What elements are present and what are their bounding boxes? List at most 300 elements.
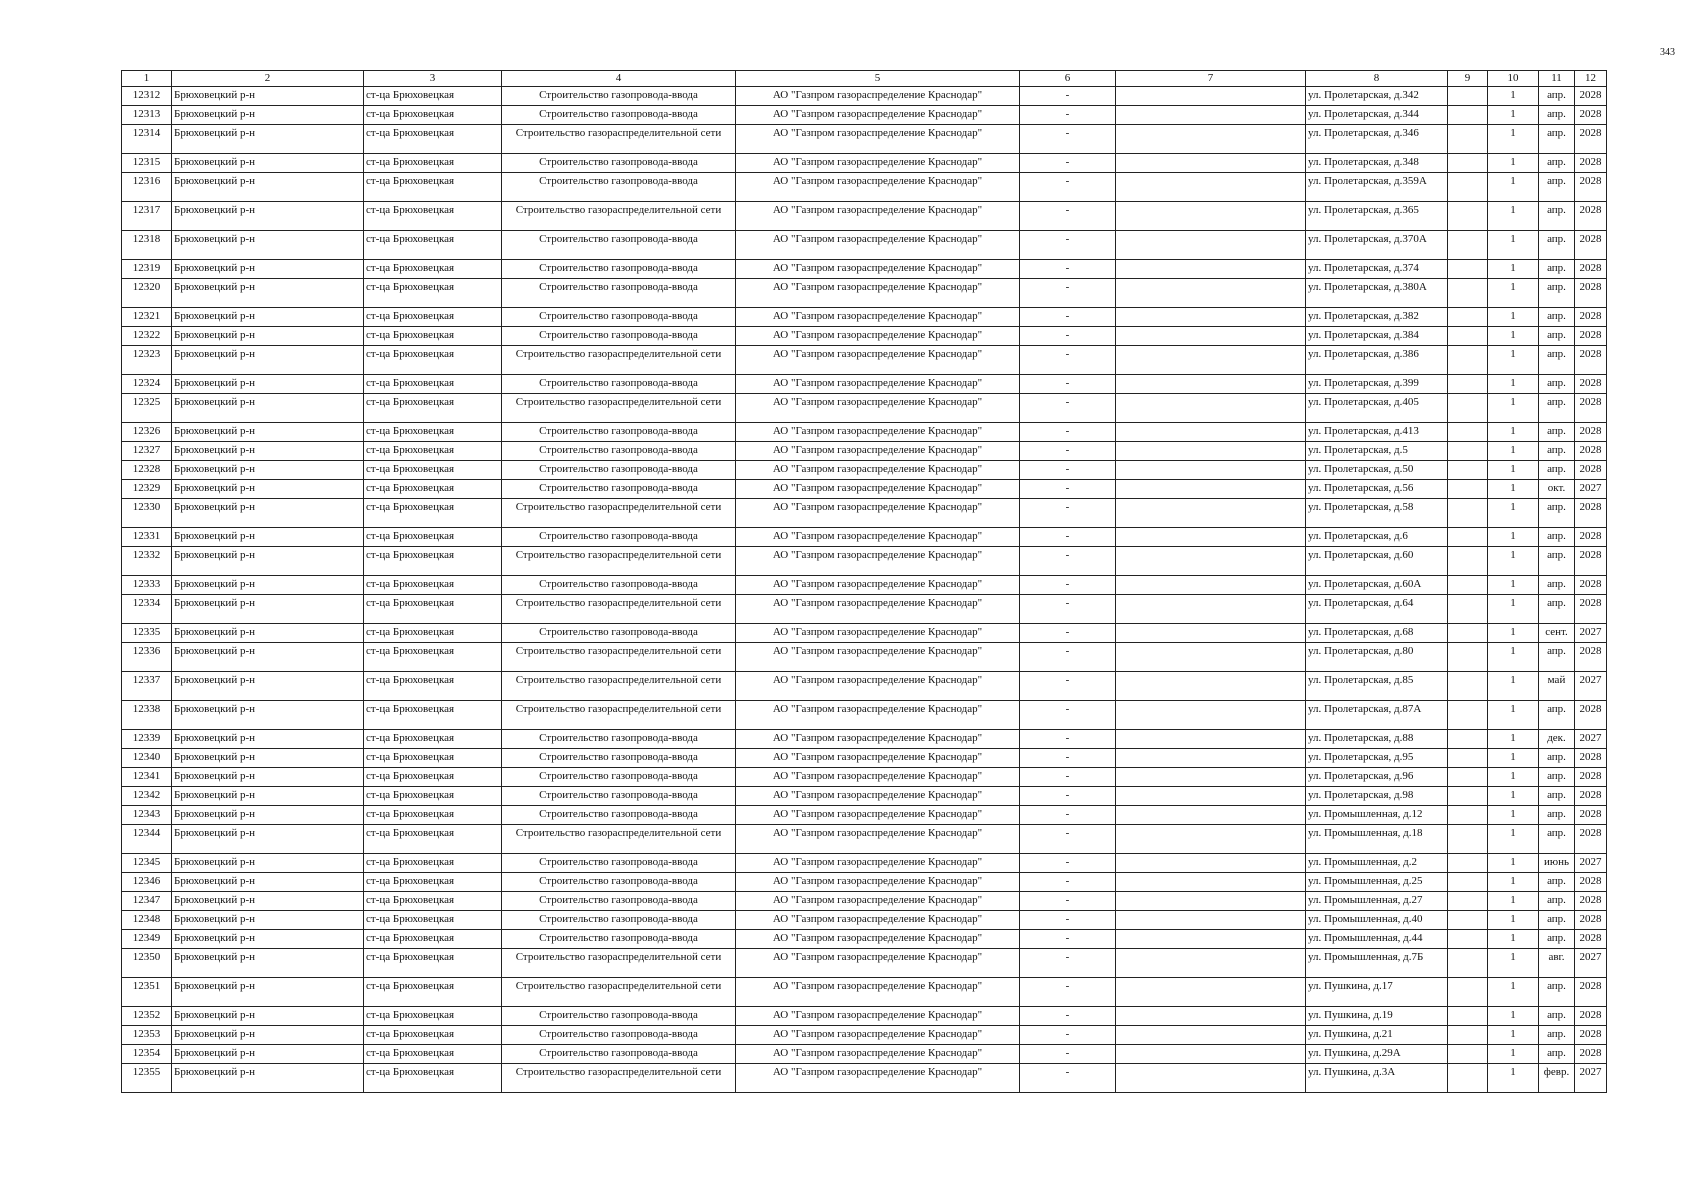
column-7-cell (1116, 375, 1306, 394)
district-cell: Брюховецкий р-н (172, 701, 364, 730)
organization-cell: АО "Газпром газораспределение Краснодар" (736, 768, 1020, 787)
table-row (122, 911, 1607, 930)
year-cell: 2028 (1575, 260, 1607, 279)
address-cell: ул. Пролетарская, д.342 (1306, 87, 1448, 106)
column-7-cell (1116, 595, 1306, 624)
organization-cell: АО "Газпром газораспределение Краснодар" (736, 1026, 1020, 1045)
column-7-cell (1116, 231, 1306, 260)
column-9-cell (1448, 327, 1488, 346)
column-6-cell: - (1020, 787, 1116, 806)
page-number: 343 (1660, 47, 1675, 58)
organization-cell: АО "Газпром газораспределение Краснодар" (736, 346, 1020, 375)
column-6-cell: - (1020, 873, 1116, 892)
column-header-8: 8 (1306, 71, 1448, 87)
year-cell: 2027 (1575, 480, 1607, 499)
work-type-cell: Строительство газопровода-ввода (502, 260, 736, 279)
organization-cell: АО "Газпром газораспределение Краснодар" (736, 911, 1020, 930)
work-type-cell: Строительство газопровода-ввода (502, 375, 736, 394)
table-row (122, 480, 1607, 499)
column-7-cell (1116, 346, 1306, 375)
work-type-cell: Строительство газопровода-ввода (502, 1045, 736, 1064)
column-6-cell: - (1020, 930, 1116, 949)
locality-cell: ст-ца Брюховецкая (364, 672, 502, 701)
organization-cell: АО "Газпром газораспределение Краснодар" (736, 749, 1020, 768)
district-cell: Брюховецкий р-н (172, 346, 364, 375)
quantity-cell: 1 (1488, 499, 1539, 528)
locality-cell: ст-ца Брюховецкая (364, 1026, 502, 1045)
locality-cell: ст-ца Брюховецкая (364, 154, 502, 173)
year-cell: 2028 (1575, 978, 1607, 1007)
organization-cell: АО "Газпром газораспределение Краснодар" (736, 806, 1020, 825)
year-cell: 2028 (1575, 1045, 1607, 1064)
organization-cell: АО "Газпром газораспределение Краснодар" (736, 231, 1020, 260)
district-cell: Брюховецкий р-н (172, 730, 364, 749)
table-row (122, 125, 1607, 154)
organization-cell: АО "Газпром газораспределение Краснодар" (736, 202, 1020, 231)
address-cell: ул. Пушкина, д.21 (1306, 1026, 1448, 1045)
quantity-cell: 1 (1488, 892, 1539, 911)
column-7-cell (1116, 279, 1306, 308)
column-9-cell (1448, 308, 1488, 327)
row-number: 12314 (122, 125, 172, 154)
work-type-cell: Строительство газопровода-ввода (502, 749, 736, 768)
quantity-cell: 1 (1488, 1026, 1539, 1045)
month-cell: апр. (1539, 643, 1575, 672)
district-cell: Брюховецкий р-н (172, 499, 364, 528)
quantity-cell: 1 (1488, 173, 1539, 202)
column-7-cell (1116, 787, 1306, 806)
address-cell: ул. Пролетарская, д.58 (1306, 499, 1448, 528)
table-row (122, 346, 1607, 375)
organization-cell: АО "Газпром газораспределение Краснодар" (736, 375, 1020, 394)
row-number: 12350 (122, 949, 172, 978)
column-6-cell: - (1020, 528, 1116, 547)
column-7-cell (1116, 701, 1306, 730)
month-cell: апр. (1539, 106, 1575, 125)
column-header-6: 6 (1020, 71, 1116, 87)
column-7-cell (1116, 768, 1306, 787)
column-6-cell: - (1020, 949, 1116, 978)
year-cell: 2027 (1575, 1064, 1607, 1093)
month-cell: авг. (1539, 949, 1575, 978)
locality-cell: ст-ца Брюховецкая (364, 701, 502, 730)
work-type-cell: Строительство газопровода-ввода (502, 154, 736, 173)
locality-cell: ст-ца Брюховецкая (364, 1007, 502, 1026)
work-type-cell: Строительство газопровода-ввода (502, 1026, 736, 1045)
year-cell: 2027 (1575, 854, 1607, 873)
locality-cell: ст-ца Брюховецкая (364, 643, 502, 672)
month-cell: апр. (1539, 279, 1575, 308)
work-type-cell: Строительство газопровода-ввода (502, 806, 736, 825)
table-row (122, 806, 1607, 825)
header-row (122, 71, 1607, 87)
work-type-cell: Строительство газопровода-ввода (502, 423, 736, 442)
column-9-cell (1448, 528, 1488, 547)
district-cell: Брюховецкий р-н (172, 547, 364, 576)
locality-cell: ст-ца Брюховецкая (364, 749, 502, 768)
quantity-cell: 1 (1488, 672, 1539, 701)
table-row (122, 1045, 1607, 1064)
column-9-cell (1448, 701, 1488, 730)
column-9-cell (1448, 202, 1488, 231)
address-cell: ул. Пролетарская, д.359А (1306, 173, 1448, 202)
month-cell: апр. (1539, 787, 1575, 806)
table-row (122, 461, 1607, 480)
year-cell: 2028 (1575, 327, 1607, 346)
row-number: 12328 (122, 461, 172, 480)
column-6-cell: - (1020, 911, 1116, 930)
quantity-cell: 1 (1488, 749, 1539, 768)
locality-cell: ст-ца Брюховецкая (364, 394, 502, 423)
column-6-cell: - (1020, 260, 1116, 279)
column-9-cell (1448, 480, 1488, 499)
district-cell: Брюховецкий р-н (172, 854, 364, 873)
address-cell: ул. Пушкина, д.19 (1306, 1007, 1448, 1026)
district-cell: Брюховецкий р-н (172, 1045, 364, 1064)
work-type-cell: Строительство газопровода-ввода (502, 528, 736, 547)
organization-cell: АО "Газпром газораспределение Краснодар" (736, 873, 1020, 892)
locality-cell: ст-ца Брюховецкая (364, 346, 502, 375)
work-type-cell: Строительство газораспределительной сети (502, 949, 736, 978)
quantity-cell: 1 (1488, 202, 1539, 231)
month-cell: апр. (1539, 749, 1575, 768)
row-number: 12333 (122, 576, 172, 595)
column-7-cell (1116, 423, 1306, 442)
table-row (122, 930, 1607, 949)
month-cell: апр. (1539, 173, 1575, 202)
column-6-cell: - (1020, 595, 1116, 624)
year-cell: 2028 (1575, 279, 1607, 308)
work-type-cell: Строительство газопровода-ввода (502, 930, 736, 949)
row-number: 12344 (122, 825, 172, 854)
column-7-cell (1116, 1045, 1306, 1064)
work-type-cell: Строительство газопровода-ввода (502, 480, 736, 499)
column-header-9: 9 (1448, 71, 1488, 87)
month-cell: апр. (1539, 308, 1575, 327)
table-row (122, 701, 1607, 730)
locality-cell: ст-ца Брюховецкая (364, 854, 502, 873)
month-cell: сент. (1539, 624, 1575, 643)
year-cell: 2028 (1575, 346, 1607, 375)
address-cell: ул. Пролетарская, д.382 (1306, 308, 1448, 327)
column-9-cell (1448, 595, 1488, 624)
column-7-cell (1116, 547, 1306, 576)
address-cell: ул. Пролетарская, д.380А (1306, 279, 1448, 308)
year-cell: 2028 (1575, 173, 1607, 202)
work-type-cell: Строительство газораспределительной сети (502, 202, 736, 231)
row-number: 12343 (122, 806, 172, 825)
address-cell: ул. Пролетарская, д.348 (1306, 154, 1448, 173)
district-cell: Брюховецкий р-н (172, 480, 364, 499)
month-cell: апр. (1539, 461, 1575, 480)
table-row (122, 730, 1607, 749)
address-cell: ул. Пролетарская, д.56 (1306, 480, 1448, 499)
column-7-cell (1116, 949, 1306, 978)
organization-cell: АО "Газпром газораспределение Краснодар" (736, 1007, 1020, 1026)
table-row (122, 499, 1607, 528)
work-type-cell: Строительство газопровода-ввода (502, 768, 736, 787)
month-cell: апр. (1539, 87, 1575, 106)
table-row (122, 892, 1607, 911)
table-row (122, 873, 1607, 892)
row-number: 12339 (122, 730, 172, 749)
district-cell: Брюховецкий р-н (172, 873, 364, 892)
column-6-cell: - (1020, 672, 1116, 701)
address-cell: ул. Промышленная, д.27 (1306, 892, 1448, 911)
table-row (122, 854, 1607, 873)
table-row (122, 375, 1607, 394)
table-row (122, 949, 1607, 978)
column-6-cell: - (1020, 643, 1116, 672)
quantity-cell: 1 (1488, 930, 1539, 949)
address-cell: ул. Пролетарская, д.413 (1306, 423, 1448, 442)
year-cell: 2028 (1575, 154, 1607, 173)
table-row (122, 87, 1607, 106)
address-cell: ул. Пролетарская, д.64 (1306, 595, 1448, 624)
district-cell: Брюховецкий р-н (172, 643, 364, 672)
locality-cell: ст-ца Брюховецкая (364, 260, 502, 279)
row-number: 12353 (122, 1026, 172, 1045)
row-number: 12342 (122, 787, 172, 806)
quantity-cell: 1 (1488, 327, 1539, 346)
column-9-cell (1448, 892, 1488, 911)
district-cell: Брюховецкий р-н (172, 949, 364, 978)
row-number: 12348 (122, 911, 172, 930)
row-number: 12318 (122, 231, 172, 260)
column-9-cell (1448, 260, 1488, 279)
row-number: 12331 (122, 528, 172, 547)
table-row (122, 1064, 1607, 1093)
quantity-cell: 1 (1488, 231, 1539, 260)
quantity-cell: 1 (1488, 87, 1539, 106)
organization-cell: АО "Газпром газораспределение Краснодар" (736, 260, 1020, 279)
quantity-cell: 1 (1488, 125, 1539, 154)
locality-cell: ст-ца Брюховецкая (364, 806, 502, 825)
work-type-cell: Строительство газопровода-ввода (502, 892, 736, 911)
address-cell: ул. Пушкина, д.29А (1306, 1045, 1448, 1064)
row-number: 12316 (122, 173, 172, 202)
column-7-cell (1116, 911, 1306, 930)
year-cell: 2028 (1575, 930, 1607, 949)
column-9-cell (1448, 173, 1488, 202)
column-header-1: 1 (122, 71, 172, 87)
year-cell: 2028 (1575, 1007, 1607, 1026)
column-9-cell (1448, 87, 1488, 106)
work-type-cell: Строительство газопровода-ввода (502, 730, 736, 749)
quantity-cell: 1 (1488, 978, 1539, 1007)
column-9-cell (1448, 1007, 1488, 1026)
district-cell: Брюховецкий р-н (172, 825, 364, 854)
address-cell: ул. Пролетарская, д.365 (1306, 202, 1448, 231)
work-type-cell: Строительство газораспределительной сети (502, 1064, 736, 1093)
column-7-cell (1116, 125, 1306, 154)
locality-cell: ст-ца Брюховецкая (364, 978, 502, 1007)
year-cell: 2028 (1575, 576, 1607, 595)
column-6-cell: - (1020, 106, 1116, 125)
year-cell: 2028 (1575, 375, 1607, 394)
year-cell: 2028 (1575, 701, 1607, 730)
row-number: 12327 (122, 442, 172, 461)
column-6-cell: - (1020, 547, 1116, 576)
column-7-cell (1116, 892, 1306, 911)
month-cell: апр. (1539, 825, 1575, 854)
month-cell: апр. (1539, 978, 1575, 1007)
column-9-cell (1448, 1026, 1488, 1045)
district-cell: Брюховецкий р-н (172, 279, 364, 308)
locality-cell: ст-ца Брюховецкая (364, 730, 502, 749)
work-type-cell: Строительство газораспределительной сети (502, 125, 736, 154)
year-cell: 2028 (1575, 125, 1607, 154)
address-cell: ул. Пролетарская, д.374 (1306, 260, 1448, 279)
quantity-cell: 1 (1488, 595, 1539, 624)
column-6-cell: - (1020, 308, 1116, 327)
quantity-cell: 1 (1488, 1045, 1539, 1064)
year-cell: 2028 (1575, 892, 1607, 911)
work-type-cell: Строительство газопровода-ввода (502, 173, 736, 202)
table-row (122, 787, 1607, 806)
district-cell: Брюховецкий р-н (172, 930, 364, 949)
column-7-cell (1116, 749, 1306, 768)
column-9-cell (1448, 125, 1488, 154)
table-row (122, 1007, 1607, 1026)
locality-cell: ст-ца Брюховецкая (364, 375, 502, 394)
table-row (122, 1026, 1607, 1045)
column-9-cell (1448, 499, 1488, 528)
organization-cell: АО "Газпром газораспределение Краснодар" (736, 978, 1020, 1007)
table-row (122, 394, 1607, 423)
month-cell: апр. (1539, 375, 1575, 394)
work-type-cell: Строительство газопровода-ввода (502, 87, 736, 106)
district-cell: Брюховецкий р-н (172, 106, 364, 125)
column-6-cell: - (1020, 480, 1116, 499)
address-cell: ул. Промышленная, д.18 (1306, 825, 1448, 854)
year-cell: 2028 (1575, 768, 1607, 787)
quantity-cell: 1 (1488, 624, 1539, 643)
column-7-cell (1116, 442, 1306, 461)
month-cell: апр. (1539, 930, 1575, 949)
quantity-cell: 1 (1488, 730, 1539, 749)
year-cell: 2028 (1575, 825, 1607, 854)
row-number: 12321 (122, 308, 172, 327)
column-9-cell (1448, 461, 1488, 480)
month-cell: апр. (1539, 202, 1575, 231)
table-row (122, 624, 1607, 643)
row-number: 12320 (122, 279, 172, 308)
column-7-cell (1116, 672, 1306, 701)
work-type-cell: Строительство газопровода-ввода (502, 576, 736, 595)
column-9-cell (1448, 930, 1488, 949)
column-9-cell (1448, 643, 1488, 672)
column-9-cell (1448, 279, 1488, 308)
column-6-cell: - (1020, 461, 1116, 480)
table-row (122, 327, 1607, 346)
table-row (122, 423, 1607, 442)
column-7-cell (1116, 528, 1306, 547)
table-row (122, 768, 1607, 787)
locality-cell: ст-ца Брюховецкая (364, 787, 502, 806)
column-header-10: 10 (1488, 71, 1539, 87)
year-cell: 2028 (1575, 749, 1607, 768)
organization-cell: АО "Газпром газораспределение Краснодар" (736, 595, 1020, 624)
row-number: 12319 (122, 260, 172, 279)
organization-cell: АО "Газпром газораспределение Краснодар" (736, 279, 1020, 308)
month-cell: апр. (1539, 154, 1575, 173)
quantity-cell: 1 (1488, 806, 1539, 825)
column-7-cell (1116, 394, 1306, 423)
district-cell: Брюховецкий р-н (172, 87, 364, 106)
address-cell: ул. Пушкина, д.17 (1306, 978, 1448, 1007)
column-9-cell (1448, 624, 1488, 643)
column-header-3: 3 (364, 71, 502, 87)
year-cell: 2027 (1575, 624, 1607, 643)
month-cell: апр. (1539, 260, 1575, 279)
column-9-cell (1448, 375, 1488, 394)
quantity-cell: 1 (1488, 346, 1539, 375)
column-9-cell (1448, 423, 1488, 442)
column-6-cell: - (1020, 749, 1116, 768)
row-number: 12323 (122, 346, 172, 375)
district-cell: Брюховецкий р-н (172, 528, 364, 547)
quantity-cell: 1 (1488, 260, 1539, 279)
table-body (122, 87, 1607, 1093)
organization-cell: АО "Газпром газораспределение Краснодар" (736, 787, 1020, 806)
organization-cell: АО "Газпром газораспределение Краснодар" (736, 499, 1020, 528)
locality-cell: ст-ца Брюховецкая (364, 528, 502, 547)
row-number: 12312 (122, 87, 172, 106)
month-cell: апр. (1539, 806, 1575, 825)
row-number: 12332 (122, 547, 172, 576)
table-row (122, 231, 1607, 260)
column-6-cell: - (1020, 87, 1116, 106)
address-cell: ул. Пролетарская, д.6 (1306, 528, 1448, 547)
column-6-cell: - (1020, 125, 1116, 154)
column-7-cell (1116, 499, 1306, 528)
table-row (122, 279, 1607, 308)
year-cell: 2028 (1575, 499, 1607, 528)
column-9-cell (1448, 576, 1488, 595)
locality-cell: ст-ца Брюховецкая (364, 892, 502, 911)
month-cell: апр. (1539, 528, 1575, 547)
column-9-cell (1448, 231, 1488, 260)
work-type-cell: Строительство газопровода-ввода (502, 279, 736, 308)
organization-cell: АО "Газпром газораспределение Краснодар" (736, 423, 1020, 442)
column-7-cell (1116, 930, 1306, 949)
district-cell: Брюховецкий р-н (172, 749, 364, 768)
quantity-cell: 1 (1488, 854, 1539, 873)
row-number: 12351 (122, 978, 172, 1007)
address-cell: ул. Промышленная, д.40 (1306, 911, 1448, 930)
organization-cell: АО "Газпром газораспределение Краснодар" (736, 528, 1020, 547)
column-9-cell (1448, 787, 1488, 806)
district-cell: Брюховецкий р-н (172, 978, 364, 1007)
organization-cell: АО "Газпром газораспределение Краснодар" (736, 930, 1020, 949)
column-7-cell (1116, 730, 1306, 749)
month-cell: окт. (1539, 480, 1575, 499)
address-cell: ул. Пролетарская, д.85 (1306, 672, 1448, 701)
quantity-cell: 1 (1488, 394, 1539, 423)
locality-cell: ст-ца Брюховецкая (364, 1064, 502, 1093)
year-cell: 2027 (1575, 730, 1607, 749)
locality-cell: ст-ца Брюховецкая (364, 106, 502, 125)
quantity-cell: 1 (1488, 1007, 1539, 1026)
address-cell: ул. Промышленная, д.7Б (1306, 949, 1448, 978)
district-cell: Брюховецкий р-н (172, 892, 364, 911)
column-9-cell (1448, 873, 1488, 892)
table-row (122, 528, 1607, 547)
year-cell: 2027 (1575, 949, 1607, 978)
organization-cell: АО "Газпром газораспределение Краснодар" (736, 701, 1020, 730)
locality-cell: ст-ца Брюховецкая (364, 911, 502, 930)
